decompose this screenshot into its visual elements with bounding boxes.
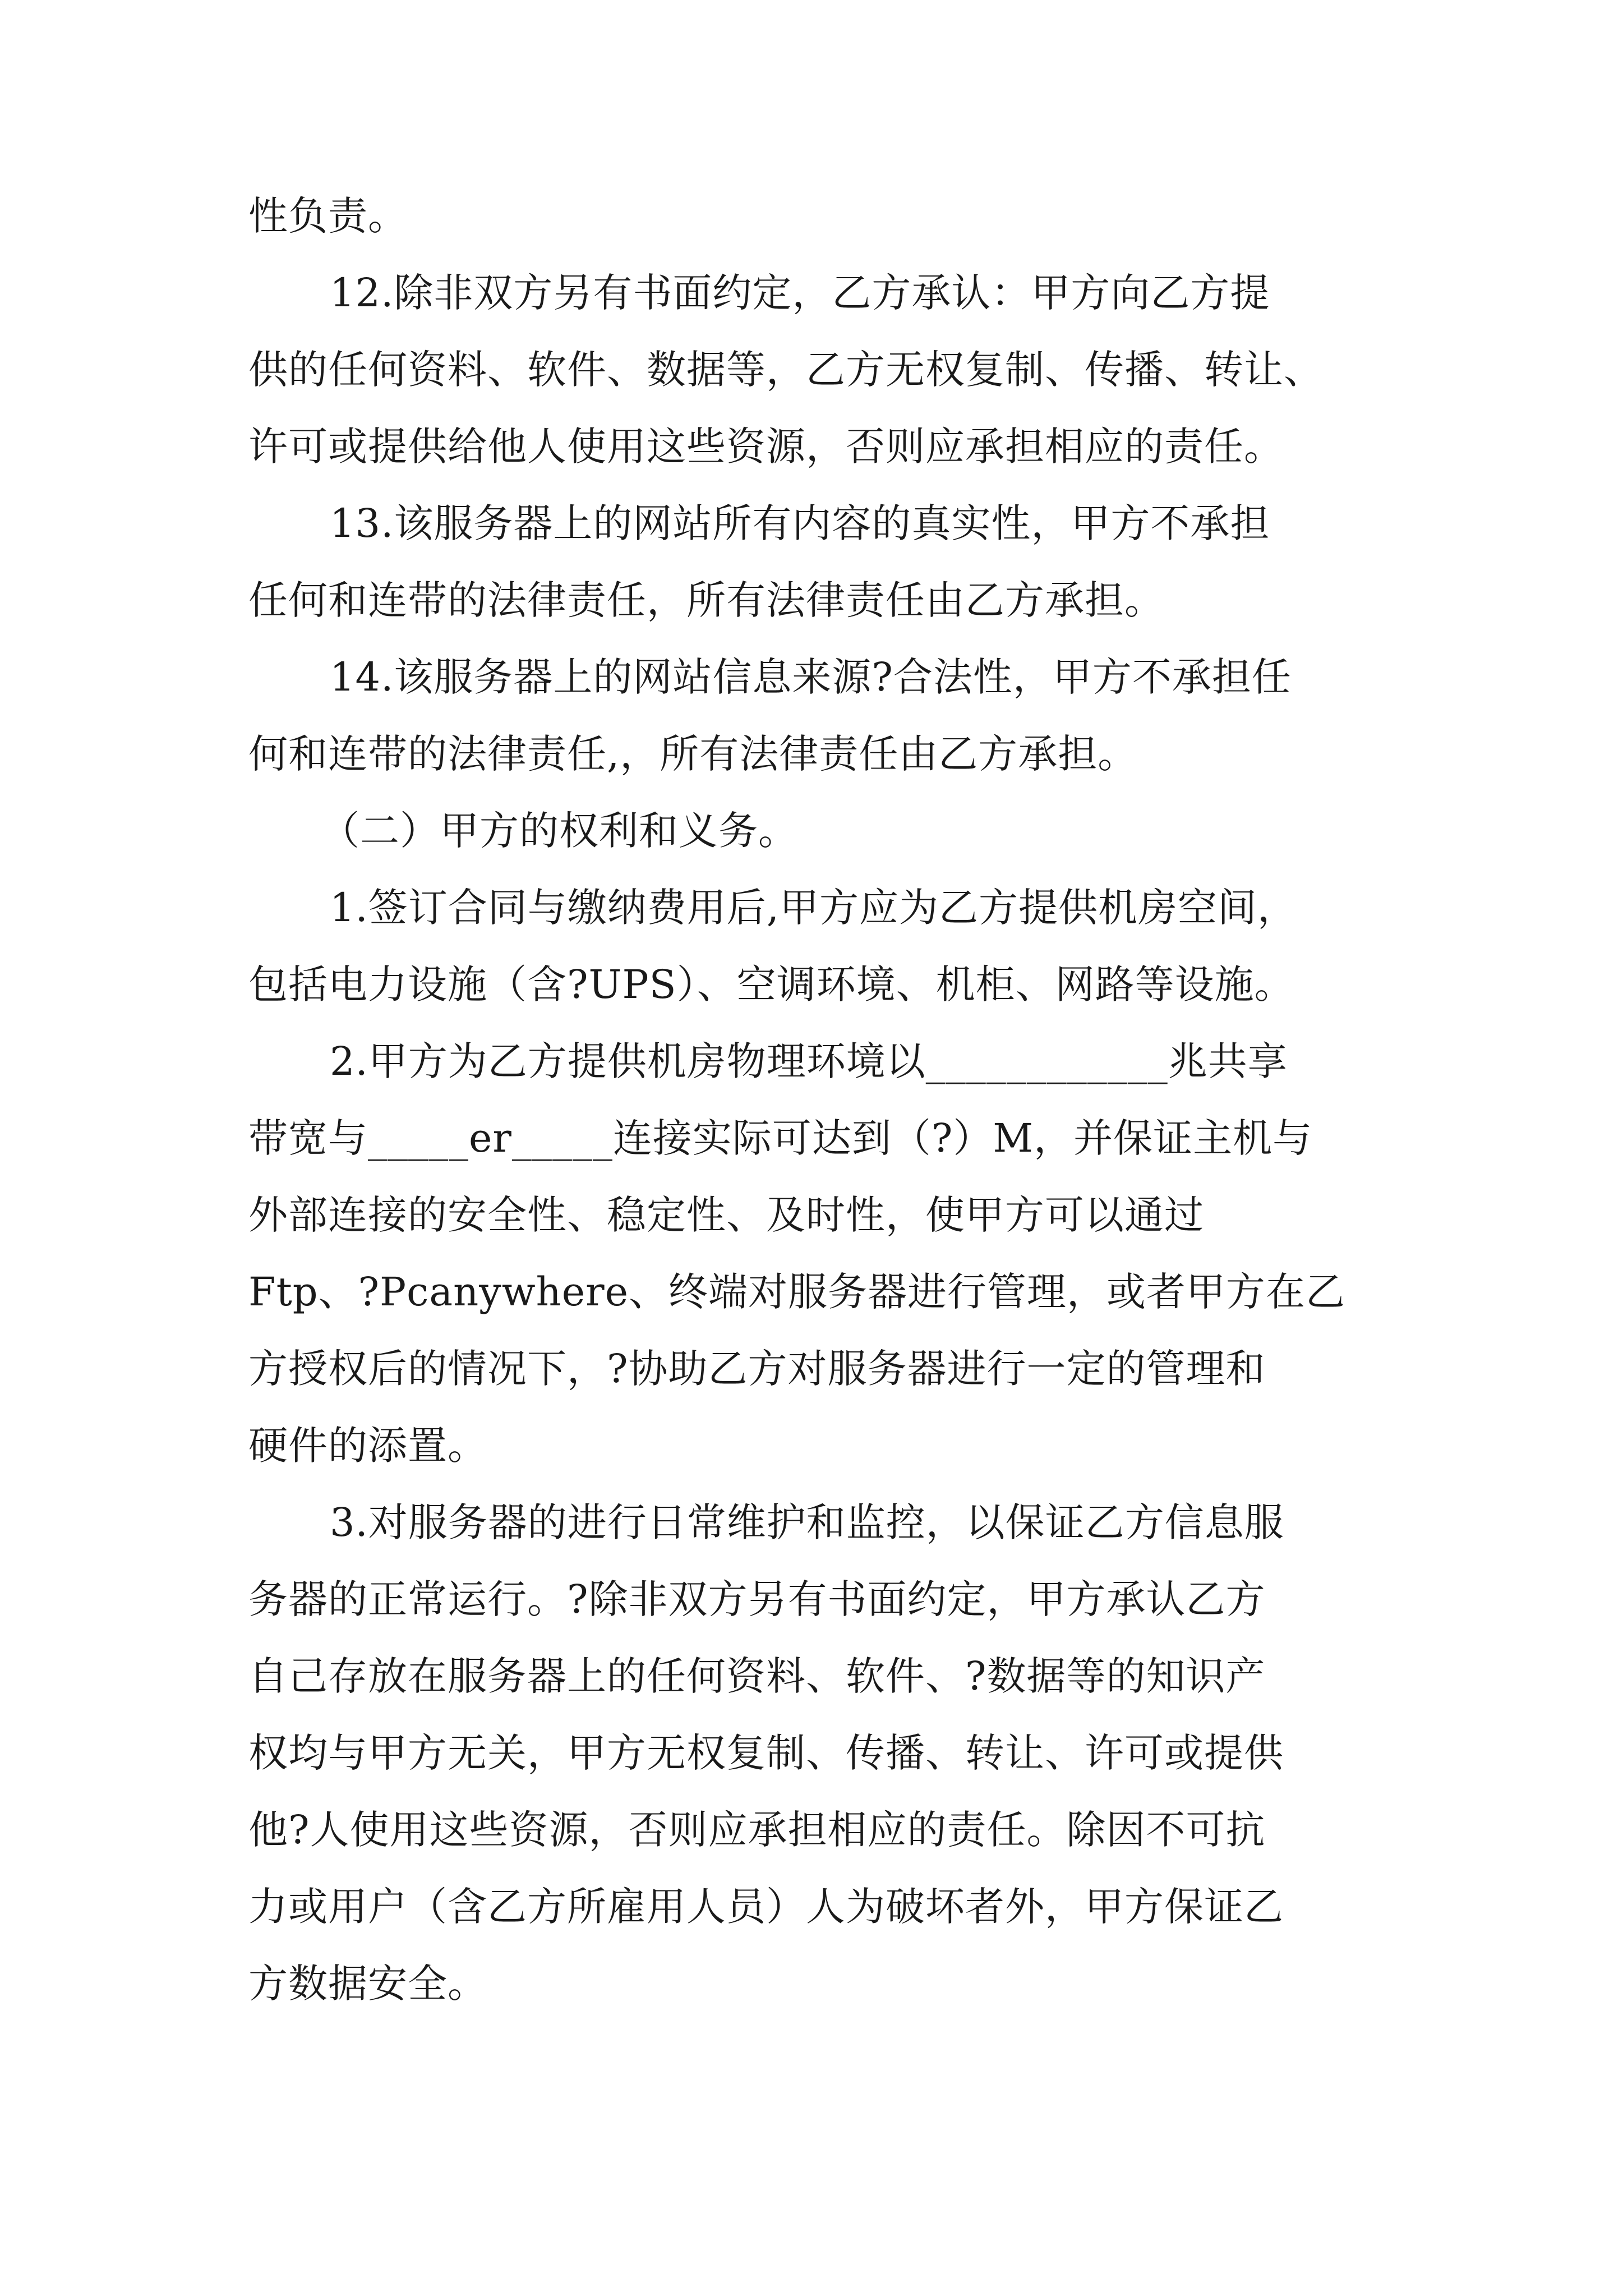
- text-line: 性负责。: [248, 193, 408, 239]
- text-line: 包括电力设施（含?UPS）、空调环境、机柜、网路等设施。: [248, 961, 1294, 1007]
- text-line: 何和连带的法律责任,，所有法律责任由乙方承担。: [248, 731, 1138, 777]
- text-line: 任何和连带的法律责任，所有法律责任由乙方承担。: [248, 577, 1164, 623]
- text-line: Ftp、?Pcanywhere、终端对服务器进行管理，或者甲方在乙: [248, 1269, 1346, 1315]
- text-line: 带宽与_____er_____连接实际可达到（?）M，并保证主机与: [248, 1115, 1313, 1161]
- clause-13-line-1: 13.该服务器上的网站所有内容的真实性，甲方不承担: [330, 500, 1270, 546]
- text-line: 力或用户（含乙方所雇用人员）人为破坏者外，甲方保证乙: [248, 1884, 1284, 1930]
- text-line: 方数据安全。: [248, 1961, 487, 2007]
- text-line: 供的任何资料、软件、数据等，乙方无权复制、传播、转让、: [248, 347, 1324, 393]
- text-line: 外部连接的安全性、稳定性、及时性，使甲方可以通过: [248, 1192, 1204, 1238]
- text-line: 方授权后的情况下，?协助乙方对服务器进行一定的管理和: [248, 1346, 1266, 1392]
- text-line: 务器的正常运行。?除非双方另有书面约定，甲方承认乙方: [248, 1576, 1266, 1622]
- text-line: 他?人使用这些资源，否则应承担相应的责任。除因不可抗: [248, 1807, 1266, 1853]
- text-line: 硬件的添置。: [248, 1423, 487, 1469]
- item-1-line-1: 1.签订合同与缴纳费用后,甲方应为乙方提供机房空间，: [330, 885, 1298, 931]
- item-2-line-1: 2.甲方为乙方提供机房物理环境以____________兆共享: [330, 1038, 1288, 1084]
- clause-14-line-1: 14.该服务器上的网站信息来源?合法性，甲方不承担任: [330, 654, 1292, 700]
- text-line: 权均与甲方无关，甲方无权复制、传播、转让、许可或提供: [248, 1730, 1284, 1776]
- text-line: 许可或提供给他人使用这些资源，否则应承担相应的责任。: [248, 424, 1284, 470]
- item-3-line-1: 3.对服务器的进行日常维护和监控，以保证乙方信息服: [330, 1499, 1284, 1545]
- clause-12-line-1: 12.除非双方另有书面约定，乙方承认：甲方向乙方提: [330, 270, 1270, 316]
- section-heading: （二）甲方的权利和义务。: [320, 808, 798, 854]
- text-line: 自己存放在服务器上的任何资料、软件、?数据等的知识产: [248, 1653, 1266, 1699]
